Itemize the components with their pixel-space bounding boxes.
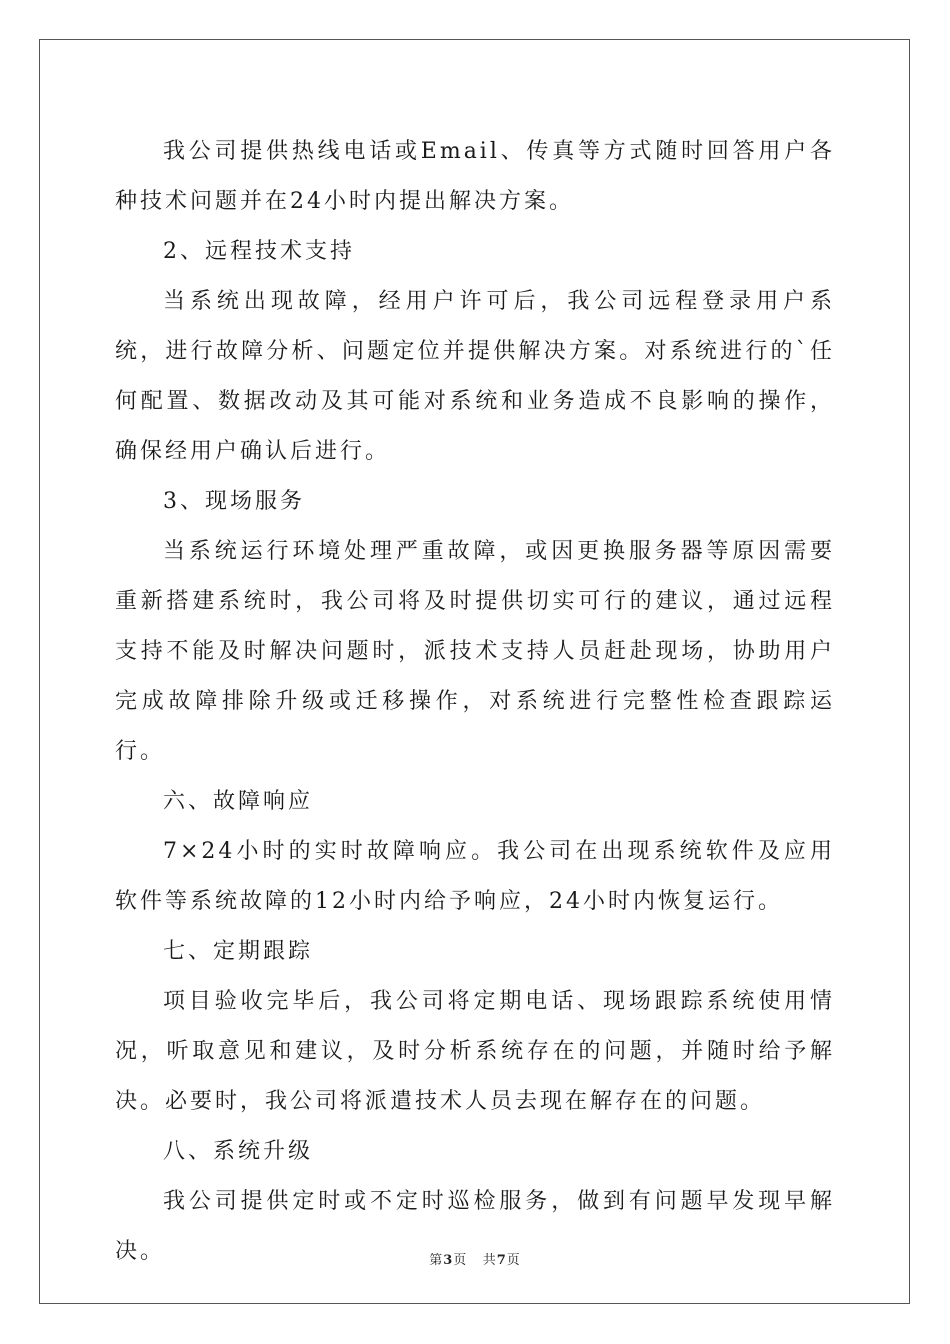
footer-page-suffix: 页 (453, 1253, 468, 1268)
section-heading-onsite-service: 3、现场服务 (163, 489, 305, 514)
footer-total-pages: 7 (496, 1253, 507, 1268)
footer-total-prefix: 共 (482, 1253, 497, 1268)
paragraph-regular-tracking: 项目验收完毕后，我公司将定期电话、现场跟踪系统使用情况，听取意见和建议，及时分析系统存在的问题，并随时给予解决。必要时，我公司将派遣技术人员去现在解存在的问题。 (115, 989, 835, 1114)
section-heading-remote-support: 2、远程技术支持 (163, 239, 355, 264)
paragraph-remote-support: 当系统出现故障，经用户许可后，我公司远程登录用户系统，进行故障分析、问题定位并提供解决方案。对系统进行的`任何配置、数据改动及其可能对系统和业务造成不良影响的操作，确保经用户确认后进行。 (115, 289, 835, 464)
footer-total-suffix: 页 (506, 1253, 521, 1268)
paragraph-system-upgrade: 我公司提供定时或不定时巡检服务，做到有问题早发现早解决。 (115, 1189, 835, 1264)
footer-page-number: 3 (443, 1253, 454, 1268)
paragraph-hotline-support: 我公司提供热线电话或Email、传真等方式随时回答用户各种技术问题并在24小时内提出解决方案。 (115, 139, 835, 214)
section-heading-regular-tracking: 七、定期跟踪 (163, 939, 314, 964)
page-footer (0, 1249, 950, 1268)
document-body (115, 127, 835, 1277)
paragraph-onsite-service: 当系统运行环境处理严重故障，或因更换服务器等原因需要重新搭建系统时，我公司将及时提供切实可行的建议，通过远程支持不能及时解决问题时，派技术支持人员赶赴现场，协助用户完成故障排除升级或迁移操作，对系统进行完整性检查跟踪运行。 (115, 539, 835, 764)
paragraph-fault-response: 7×24小时的实时故障响应。我公司在出现系统软件及应用软件等系统故障的12小时内给予响应，24小时内恢复运行。 (115, 839, 835, 914)
section-heading-system-upgrade: 八、系统升级 (163, 1139, 314, 1164)
section-heading-fault-response: 六、故障响应 (163, 789, 314, 814)
footer-page-prefix: 第 (429, 1253, 444, 1268)
